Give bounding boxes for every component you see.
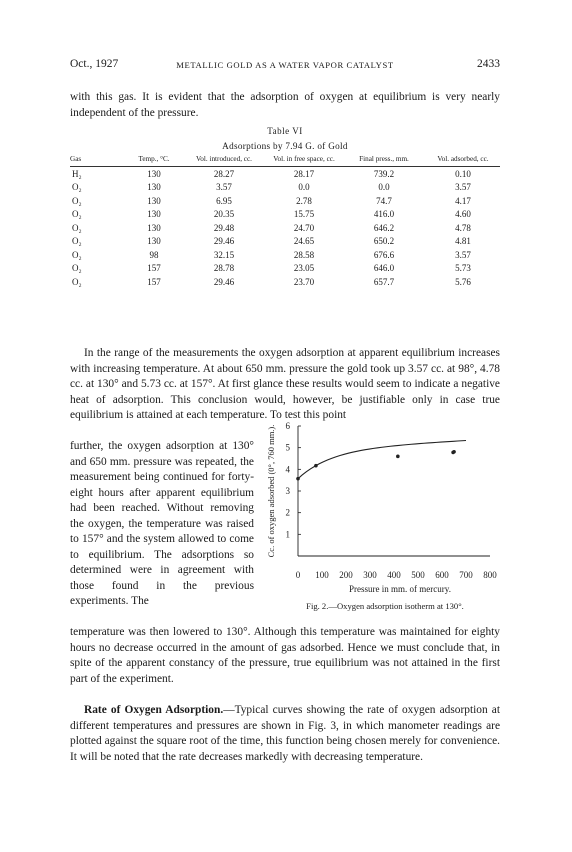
- table-cell: 24.70: [293, 222, 315, 233]
- table-cell: 15.75: [293, 209, 315, 220]
- table-cell: O₂: [72, 222, 82, 233]
- table-cell: 5.73: [455, 263, 471, 274]
- section-heading: Rate of Oxygen Adsorption.: [84, 704, 224, 716]
- table-row: [70, 235, 500, 249]
- table-cell: 676.6: [373, 249, 395, 260]
- table-row: [70, 208, 500, 222]
- table-cell: 4.81: [455, 236, 471, 247]
- table-cell: 157: [147, 276, 161, 287]
- table-cell: 6.95: [216, 195, 232, 206]
- data-point: [296, 477, 300, 481]
- table-cell: 23.05: [293, 263, 315, 274]
- table-cell: 739.2: [373, 168, 395, 179]
- table-caption: Table VI: [267, 126, 303, 136]
- table-row: [70, 275, 500, 289]
- table-cell: 4.17: [455, 195, 471, 206]
- table-cell: 32.15: [213, 249, 235, 260]
- paragraph-rate-body: —Typical curves showing the rate of oxygen adsorption at different temperatures and pressures are shown in Fig. 3, in which manometer readings are plotted against the square root of the time, this function being chosen merely for convenience. It will be noted that the rate decreases markedly with decreasing temperature.: [70, 704, 500, 763]
- y-tick-label: 2: [285, 507, 290, 518]
- table-cell: 28.27: [213, 168, 235, 179]
- y-tick-label: 6: [285, 421, 290, 431]
- y-tick-label: 1: [285, 529, 290, 540]
- paragraph-test: further, the oxygen adsorption at 130° and 650 mm. pressure was repeated, the measurement being continued for forty-eight hours after apparent equilibrium had been reached. Without removing the oxygen, the temperature was raised to 157° and the system allowed to come to equilibrium. The adsorptions so determined were in agreement with those found in the previous experiments. The: [70, 440, 254, 607]
- data-point: [452, 450, 456, 454]
- column-header: Temp., °C.: [126, 155, 182, 167]
- header-title: METALLIC GOLD AS A WATER VAPOR CATALYST: [176, 60, 394, 70]
- running-header: [70, 58, 500, 74]
- x-tick-label: 300: [363, 570, 377, 580]
- table-cell: O₂: [72, 263, 82, 274]
- table-cell: 130: [147, 168, 161, 179]
- x-tick-label: 600: [435, 570, 449, 580]
- column-header: Vol. introduced, cc.: [182, 155, 266, 167]
- table-row: [70, 248, 500, 262]
- table-cell: H₂: [72, 168, 82, 179]
- column-header: Vol. in free space, cc.: [266, 155, 342, 167]
- table-row: [70, 262, 500, 276]
- column-header: Final press., mm.: [342, 155, 426, 167]
- table-cell: 130: [147, 182, 161, 193]
- table-cell: 130: [147, 195, 161, 206]
- paragraph-intro: with this gas. It is evident that the adsorption of oxygen at equilibrium is very nearly independent of the pressure.: [70, 91, 500, 119]
- table-cell: 24.65: [293, 236, 315, 247]
- table-cell: 29.46: [213, 236, 235, 247]
- figure-caption: Fig. 2.—Oxygen adsorption isotherm at 130°.: [306, 601, 464, 611]
- table-cell: 29.46: [213, 276, 235, 287]
- table-cell: 0.10: [455, 168, 471, 179]
- table-cell: O₂: [72, 249, 82, 260]
- page: [70, 0, 500, 852]
- table-cell: 3.57: [216, 182, 232, 193]
- x-tick-label: 400: [387, 570, 401, 580]
- table-cell: 646.2: [373, 222, 395, 233]
- x-axis-label: Pressure in mm. of mercury.: [349, 584, 451, 594]
- table-cell: 28.58: [293, 249, 315, 260]
- x-tick-label: 800: [483, 570, 497, 580]
- table-cell: 130: [147, 209, 161, 220]
- x-tick-label: 700: [459, 570, 473, 580]
- table-cell: 646.0: [373, 263, 395, 274]
- table-cell: 28.17: [293, 168, 315, 179]
- table-cell: 130: [147, 236, 161, 247]
- page-number: 2433: [477, 58, 500, 70]
- paragraph-temperature: In the range of the measurements the oxygen adsorption at apparent equilibrium increases with increasing temperature. At about 650 mm. pressure the gold took up 3.57 cc. at 98°, 4.78 cc. at 130° and 5.73 cc. at 157°. At first glance these results would seem to indicate a negative heat of adsorption. This conclusion would, however, be justifiable only in case true equilibrium is attained at each temperature. To test this point: [70, 347, 500, 421]
- x-tick-label: 500: [411, 570, 425, 580]
- wrapped-text-block: [70, 439, 254, 610]
- paragraph-rate: [70, 703, 500, 765]
- table-cell: 157: [147, 263, 161, 274]
- table-cell: 74.7: [376, 195, 392, 206]
- column-header: Vol. adsorbed, cc.: [426, 155, 500, 167]
- table-cell: 2.78: [296, 195, 312, 206]
- column-header: Gas: [70, 155, 126, 167]
- x-tick-label: 200: [339, 570, 353, 580]
- table-cell: 98: [149, 249, 159, 260]
- x-tick-label: 0: [295, 570, 301, 580]
- y-tick-label: 5: [285, 442, 290, 453]
- header-date: Oct., 1927: [70, 58, 119, 70]
- table-cell: 23.70: [293, 276, 315, 287]
- table-cell: 4.78: [455, 222, 471, 233]
- table-header-row: [70, 155, 500, 167]
- x-tick-label: 100: [315, 570, 329, 580]
- table-cell: O₂: [72, 195, 82, 206]
- table-cell: 4.60: [455, 209, 471, 220]
- table-cell: 5.76: [455, 276, 471, 287]
- table-cell: 130: [147, 222, 161, 233]
- table-cell: 416.0: [373, 209, 395, 220]
- table-cell: 0.0: [298, 182, 310, 193]
- adsorption-table: [70, 155, 500, 289]
- table-cell: O₂: [72, 276, 82, 287]
- table-cell: O₂: [72, 236, 82, 247]
- table-row: [70, 167, 500, 181]
- table-row: [70, 221, 500, 235]
- table-row: [70, 181, 500, 195]
- table-cell: 650.2: [373, 236, 395, 247]
- table-cell: 3.57: [455, 182, 471, 193]
- table-body: [70, 167, 500, 289]
- table-cell: 28.78: [213, 263, 235, 274]
- table-cell: O₂: [72, 209, 82, 220]
- y-tick-label: 4: [285, 464, 290, 475]
- figure-isotherm: [262, 418, 500, 618]
- data-point: [396, 455, 400, 459]
- table-cell: 657.7: [373, 276, 395, 287]
- table-cell: 3.57: [455, 249, 471, 260]
- isotherm-chart: [262, 418, 500, 598]
- table-row: [70, 194, 500, 208]
- y-tick-label: 3: [285, 486, 290, 496]
- table-subtitle: Adsorptions by 7.94 G. of Gold: [222, 141, 348, 151]
- table-cell: O₂: [72, 182, 82, 193]
- table-cell: 20.35: [213, 209, 235, 220]
- y-axis-label: Cc. of oxygen adsorbed (0°, 760 mm.).: [266, 424, 276, 558]
- table-cell: 29.48: [213, 222, 235, 233]
- data-point: [314, 464, 318, 468]
- table-cell: 0.0: [378, 182, 390, 193]
- isotherm-curve: [298, 440, 466, 478]
- paragraph-conclusion: temperature was then lowered to 130°. Although this temperature was maintained for eighty hours no decrease occurred in the amount of gas adsorbed. Hence we must conclude that, in spite of the apparent constancy of the pressure, true equilibrium was not attained in the first part of the experiment.: [70, 626, 500, 685]
